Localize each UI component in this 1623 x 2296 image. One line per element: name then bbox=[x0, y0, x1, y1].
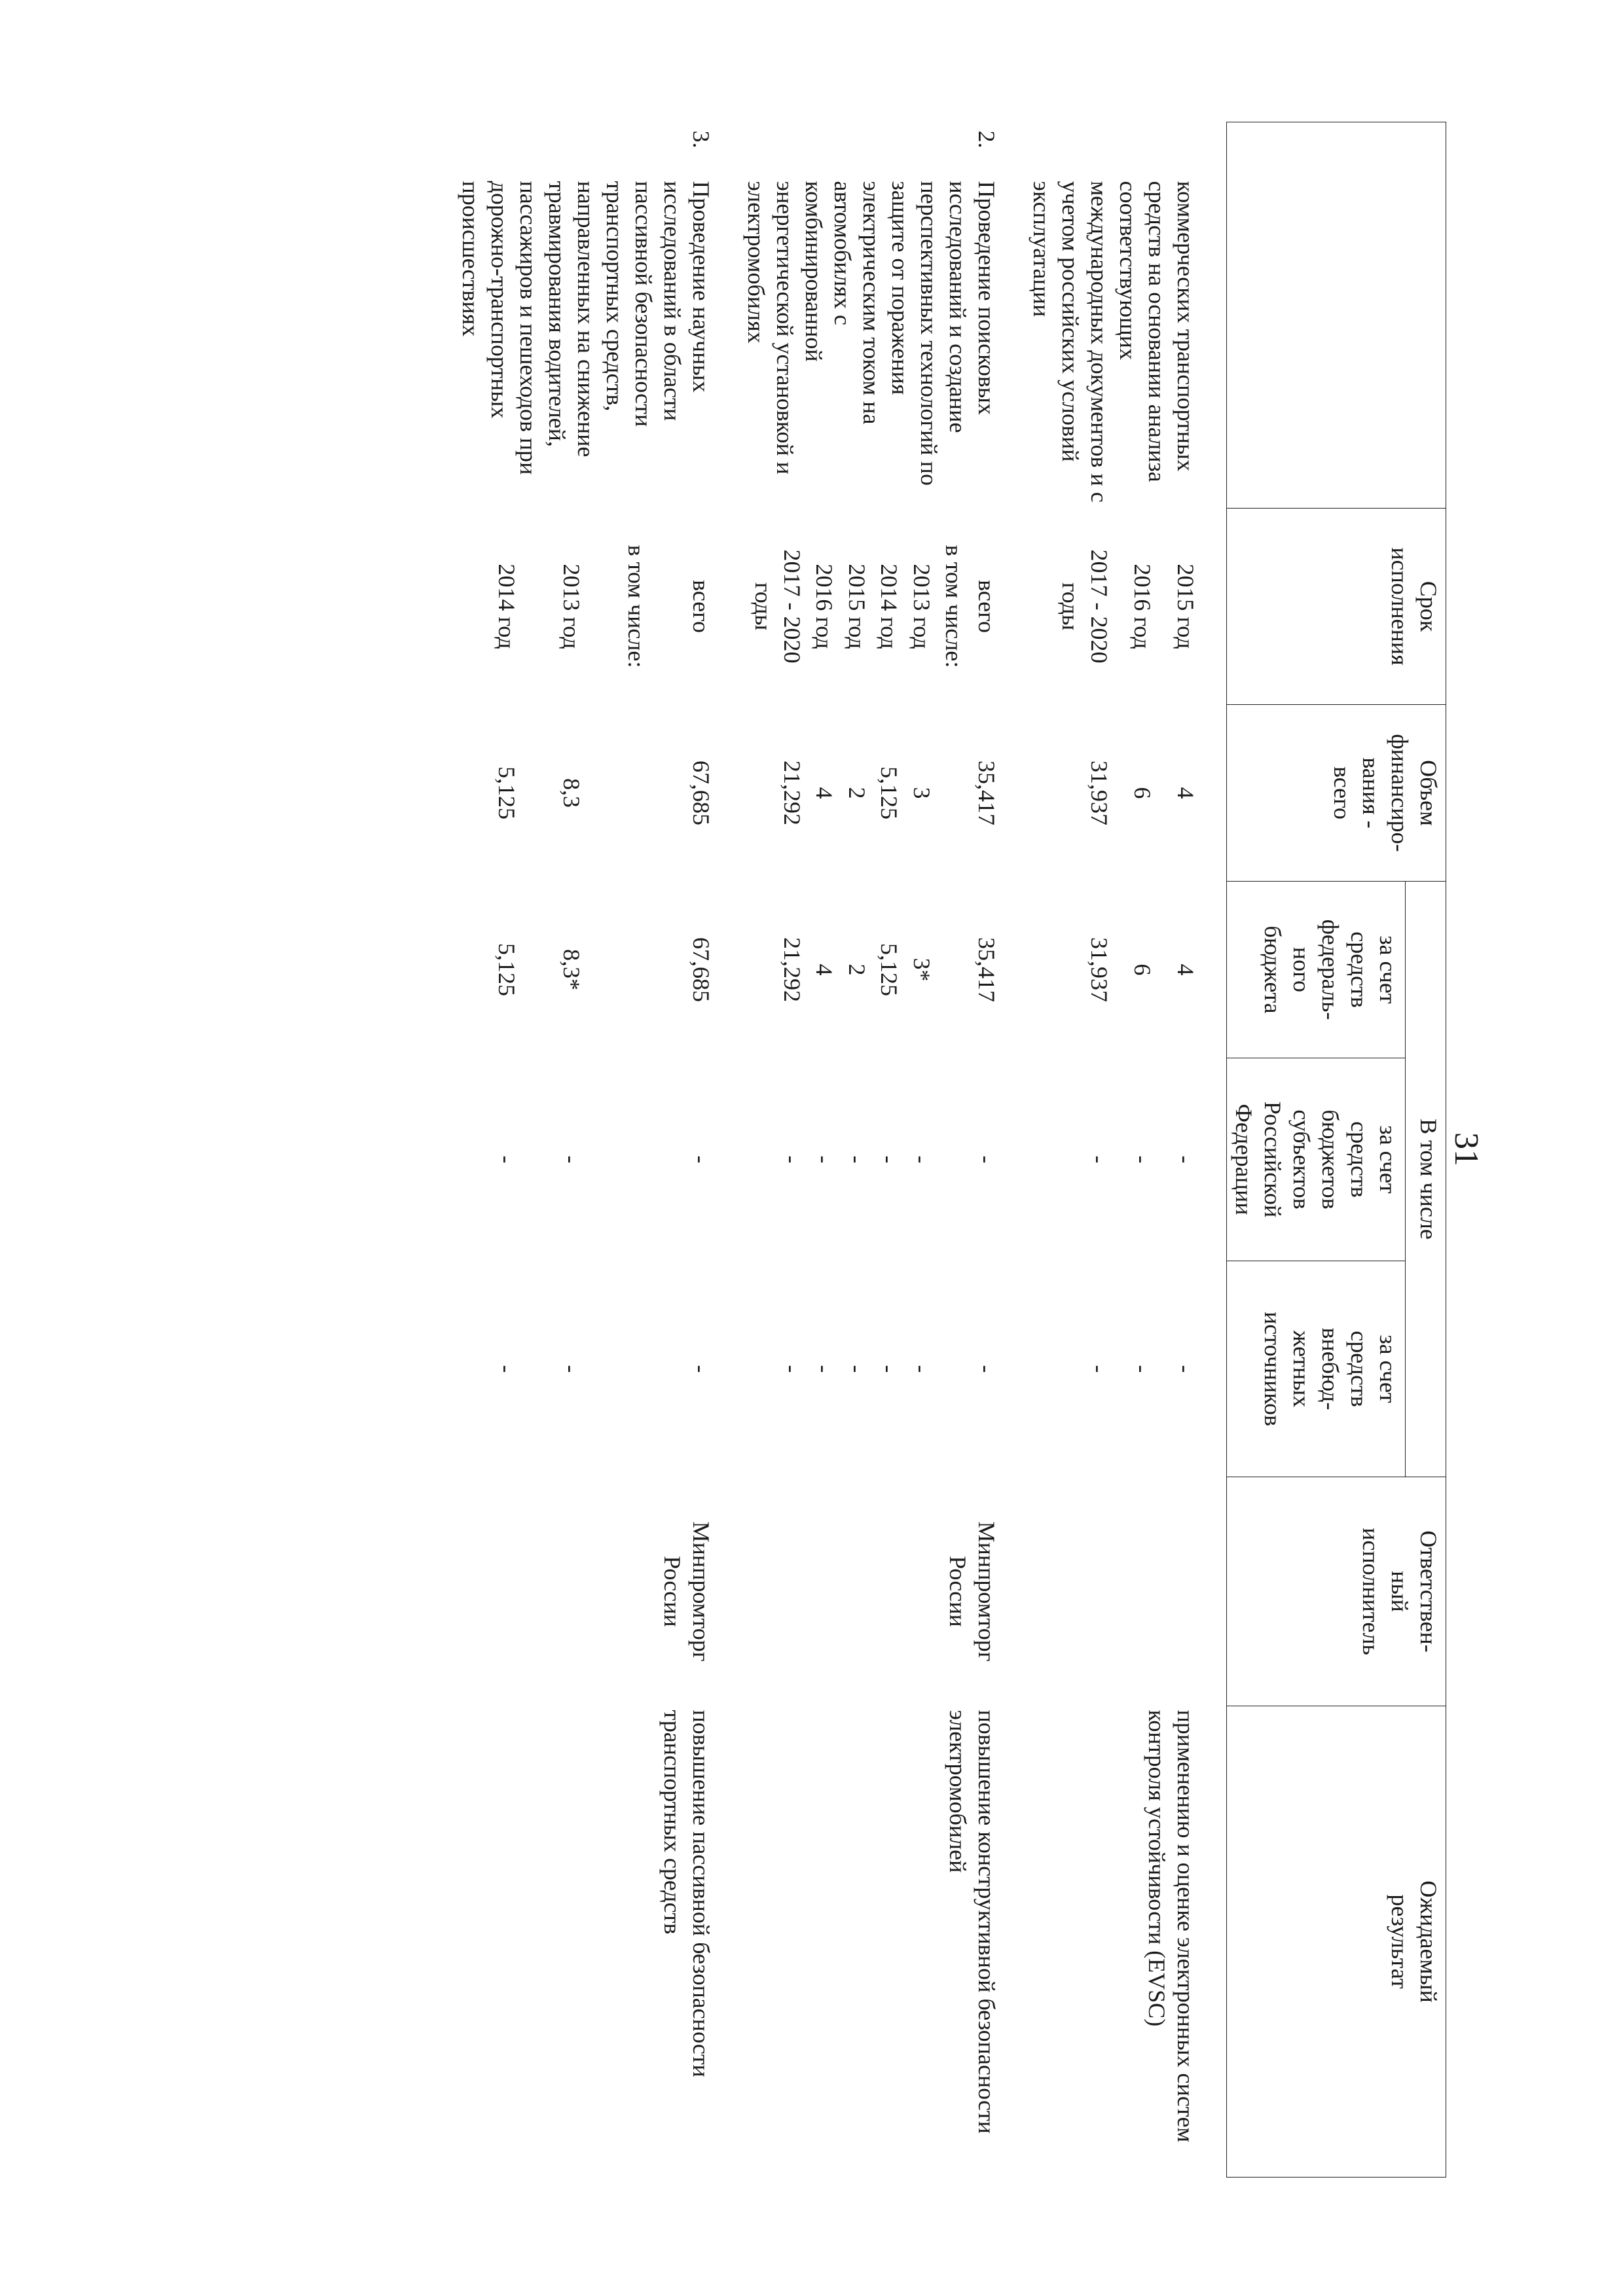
extrabudget-cell: - bbox=[974, 1365, 1000, 1373]
extrabudget-cell bbox=[586, 1261, 651, 1477]
term-cell: 2015 год bbox=[844, 564, 870, 649]
item-number: 2. bbox=[974, 130, 1000, 149]
header-regional: за счет средств бюджетов субъектов Российской Федерации bbox=[1227, 1058, 1406, 1261]
total-cell: 4 bbox=[811, 787, 838, 799]
term-cell: 2016 год bbox=[811, 564, 838, 649]
term-cell: 2017 - 2020 годы bbox=[750, 549, 805, 664]
federal-cell: 4 bbox=[811, 963, 838, 976]
total-cell: 21,292 bbox=[779, 761, 805, 825]
header-executor: Ответствен- ный исполнитель bbox=[1227, 1477, 1446, 1706]
result-cell: применению и оценке электронных систем контроля устойчивости (EVSC) bbox=[1144, 1710, 1199, 2143]
item-description: Проведение научных исследований в области пассивной безопасности транспортных средств, направленных на снижение травмирования водителей, пассажиров и пешеходов при дорожно-транспортных происшествиях bbox=[458, 181, 714, 475]
federal-cell: 8,3* bbox=[558, 949, 585, 990]
regional-cell: - bbox=[688, 1155, 714, 1164]
extrabudget-cell: - bbox=[688, 1365, 714, 1373]
page-number: 31 bbox=[1448, 1132, 1485, 1166]
federal-cell: 2 bbox=[844, 963, 870, 976]
total-cell bbox=[586, 705, 651, 882]
table-row bbox=[651, 122, 716, 2178]
regional-cell: - bbox=[876, 1155, 903, 1164]
federal-cell: 3* bbox=[909, 958, 935, 982]
item-number bbox=[1027, 122, 1200, 168]
executor-cell: Минпромторг России bbox=[945, 1521, 1000, 1662]
header-term: Срок исполнения bbox=[1227, 509, 1446, 705]
extrabudget-cell: - bbox=[1173, 1365, 1199, 1373]
spacer-cell bbox=[1200, 122, 1227, 2178]
total-cell: 5,125 bbox=[876, 766, 903, 819]
term-cell: 2013 год bbox=[558, 564, 585, 649]
financing-table bbox=[456, 122, 1446, 2178]
term-cell: 2014 год bbox=[876, 564, 903, 649]
term-cell: всего bbox=[688, 579, 714, 634]
header-result: Ожидаемый результат bbox=[1227, 1706, 1446, 2178]
federal-cell bbox=[586, 882, 651, 1058]
spacer-cell bbox=[716, 122, 742, 2178]
header-total: Объем финансиро- вания - всего bbox=[1227, 705, 1446, 882]
term-cell: 2016 год bbox=[1129, 564, 1156, 649]
regional-cell bbox=[586, 1058, 651, 1261]
federal-cell: 6 bbox=[1129, 963, 1156, 976]
extrabudget-cell: - bbox=[494, 1365, 520, 1373]
regional-cell bbox=[936, 1058, 969, 1261]
result-cell: повышение пассивной безопасности транспортных средств bbox=[659, 1710, 714, 2077]
executor-cell: Минпромторг России bbox=[659, 1521, 714, 1662]
extrabudget-cell: - bbox=[558, 1365, 585, 1373]
extrabudget-cell: - bbox=[844, 1365, 870, 1373]
total-cell: 5,125 bbox=[494, 766, 520, 819]
extrabudget-cell: - bbox=[876, 1365, 903, 1373]
regional-cell: - bbox=[494, 1155, 520, 1164]
header-activity bbox=[1227, 122, 1446, 509]
regional-cell: - bbox=[974, 1155, 1000, 1164]
term-cell: 2017 - 2020 годы bbox=[1057, 549, 1112, 664]
regional-cell: - bbox=[1086, 1155, 1112, 1164]
total-cell: 6 bbox=[1129, 787, 1156, 799]
extrabudget-cell: - bbox=[1086, 1365, 1112, 1373]
federal-cell: 5,125 bbox=[494, 943, 520, 996]
result-cell: повышение конструктивной безопасности электромобилей bbox=[945, 1710, 1000, 2134]
extrabudget-cell bbox=[936, 1261, 969, 1477]
item-description: коммерческих транспортных средств на основании анализа соответствующих международных документов и с учетом российских условий эксплуатации bbox=[1029, 181, 1199, 503]
extrabudget-cell: - bbox=[1129, 1365, 1156, 1373]
table-row bbox=[1157, 122, 1200, 2178]
regional-cell: - bbox=[779, 1155, 805, 1164]
row-spacer bbox=[1001, 122, 1027, 2178]
table-body bbox=[456, 122, 1227, 2178]
regional-cell: - bbox=[1173, 1155, 1199, 1164]
term-cell: 2014 год bbox=[494, 564, 520, 649]
total-cell: 67,685 bbox=[688, 761, 714, 825]
term-cell: всего bbox=[974, 579, 1000, 634]
term-cell: в том числе: bbox=[941, 545, 968, 668]
federal-cell: 31,937 bbox=[1086, 937, 1112, 1002]
spacer-cell bbox=[1001, 122, 1027, 2178]
total-cell: 3 bbox=[909, 787, 935, 799]
table-row bbox=[969, 122, 1002, 2178]
extrabudget-cell: - bbox=[909, 1365, 935, 1373]
regional-cell: - bbox=[909, 1155, 935, 1164]
total-cell: 8,3 bbox=[558, 778, 585, 808]
executor-cell bbox=[1027, 1477, 1200, 1706]
regional-cell: - bbox=[811, 1155, 838, 1164]
row-spacer bbox=[1200, 122, 1227, 2178]
row-spacer bbox=[716, 122, 742, 2178]
total-cell: 4 bbox=[1173, 787, 1199, 799]
total-cell: 2 bbox=[844, 787, 870, 799]
item-description: Проведение поисковых исследований и создание перспективных технологий по защите от поражения электрическим током на автомобилях с комбинированной энергетической установкой и электромобилях bbox=[743, 181, 1000, 486]
federal-cell: 4 bbox=[1173, 963, 1199, 976]
item-number: 3. bbox=[688, 130, 714, 149]
federal-cell: 21,292 bbox=[779, 937, 805, 1002]
regional-cell: - bbox=[1129, 1155, 1156, 1164]
federal-cell bbox=[936, 882, 969, 1058]
federal-cell: 35,417 bbox=[974, 937, 1000, 1002]
federal-cell: 67,685 bbox=[688, 937, 714, 1002]
regional-cell: - bbox=[558, 1155, 585, 1164]
term-cell: в том числе: bbox=[623, 545, 649, 668]
header-federal: за счет средств федераль- ного бюджета bbox=[1227, 882, 1406, 1058]
total-cell bbox=[936, 705, 969, 882]
extrabudget-cell: - bbox=[779, 1365, 805, 1373]
term-cell: 2013 год bbox=[909, 564, 935, 649]
header-including: В том числе bbox=[1406, 882, 1446, 1477]
term-cell: 2015 год bbox=[1173, 564, 1199, 649]
federal-cell: 5,125 bbox=[876, 943, 903, 996]
extrabudget-cell: - bbox=[811, 1365, 838, 1373]
regional-cell: - bbox=[844, 1155, 870, 1164]
header-extrabudget: за счет средств внебюд- жетных источников bbox=[1227, 1261, 1406, 1477]
total-cell: 35,417 bbox=[974, 761, 1000, 825]
total-cell: 31,937 bbox=[1086, 761, 1112, 825]
